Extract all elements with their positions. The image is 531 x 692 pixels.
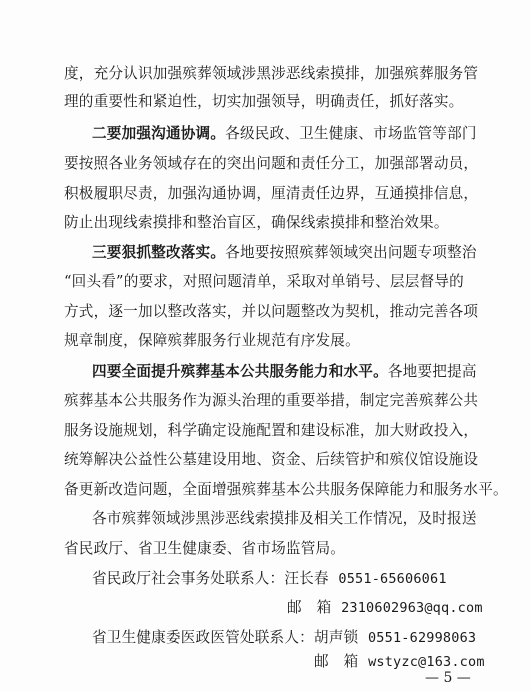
p1-line-1: 度，充分认识加强殡葬领域涉黑涉恶线索摸排，加强殡葬服务管: [64, 65, 479, 82]
contact-1-email-row: [287, 598, 483, 618]
contact-2-label: 省卫生健康委医政医管处联系人：胡声锁: [92, 629, 359, 646]
p4-line-3: 服务设施规划，科学确定设施配置和建设标准，加大财政投入，: [64, 422, 479, 439]
p3-line-3: 方式，逐一加以整改落实，并以问题整改为契机，推动完善各项: [64, 303, 479, 320]
p4-line-2: 殡葬基本公共服务作为源头治理的重要举措，制定完善殡葬公共: [64, 392, 479, 409]
contact-1: [92, 569, 447, 589]
contact-1-phone: 0551-65606061: [338, 571, 447, 587]
p4-line-5: 备更新改造问题，全面增强殡葬基本公共服务保障能力和服务水平。: [64, 481, 508, 498]
contact-1-email-label: 邮 箱: [287, 599, 332, 616]
p2-line-1: [92, 124, 477, 144]
p5-line-2: 省民政厅、省卫生健康委、省市场监管局。: [64, 540, 346, 557]
p3-line-2: “回头看”的要求，对照问题清单，采取对单销号、层层督导的: [64, 273, 464, 290]
p4-line-4: 统筹解决公益性公墓建设用地、资金、后续管护和殡仪馆设施设: [64, 451, 479, 468]
p2-line-3: 积极履职尽责，加强沟通协调，厘清责任边界，互通摸排信息，: [64, 185, 479, 202]
p3-heading: 三要狠抓整改落实。: [92, 244, 226, 261]
p5-line-1: 各市殡葬领域涉黑涉恶线索摸排及相关工作情况，及时报送: [92, 510, 477, 527]
p3-line-4: 规章制度，保障殡葬服务行业规范有序发展。: [64, 332, 360, 349]
p2-line-1-text: 各级民政、卫生健康、市场监管等部门: [225, 125, 477, 142]
page-number: — 5 —: [425, 670, 471, 686]
contact-2-email: wstyzc@163.com: [368, 654, 485, 670]
contact-2: [92, 628, 476, 648]
contact-2-phone: 0551-62998063: [367, 630, 477, 646]
p1-line-2: 理的重要性和紧迫性，切实加强领导，明确责任，抓好落实。: [64, 93, 464, 110]
contact-1-label: 省民政厅社会事务处联系人：汪长春: [92, 570, 329, 587]
p2-line-4: 防止出现线索摸排和整治盲区，确保线索摸排和整治效果。: [64, 214, 449, 231]
p3-line-1-text: 各地要按照殡葬领域突出问题专项整治: [225, 244, 477, 261]
p4-heading: 四要全面提升殡葬基本公共服务能力和水平。: [92, 363, 388, 380]
contact-1-email: 2310602963@qq.com: [341, 600, 483, 616]
p3-line-1: [92, 243, 477, 263]
p4-line-1-text: 各地要把提高: [387, 363, 477, 380]
contact-2-email-label: 邮 箱: [314, 653, 359, 670]
p2-line-2: 要按照各业务领域存在的突出问题和责任分工，加强部署动员，: [64, 155, 479, 172]
p4-line-1: [92, 362, 477, 382]
p2-heading: 二要加强沟通协调。: [92, 125, 226, 142]
